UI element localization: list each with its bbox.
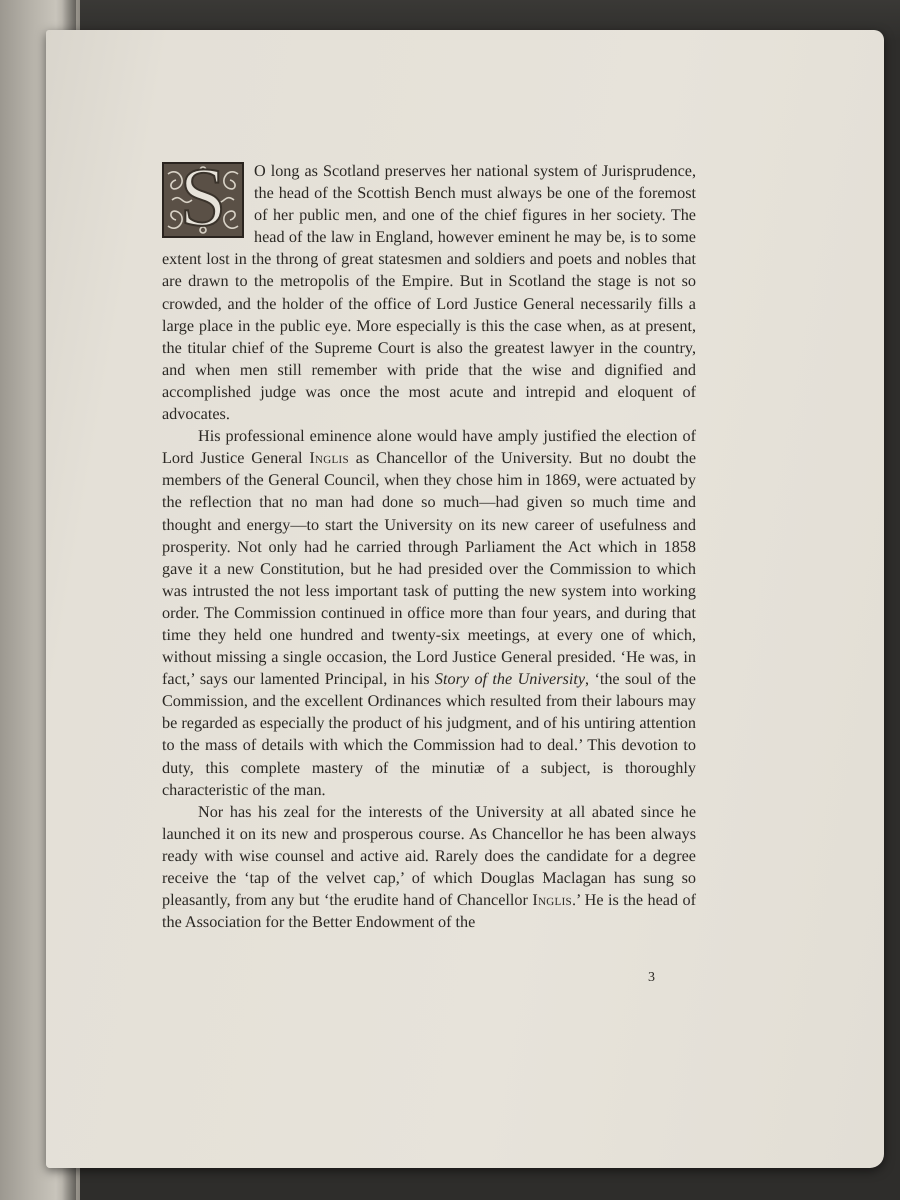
paragraph-3-part-b: .’ He is the head of the Association for the Better Endowment of the [162,891,696,932]
body-text [162,151,697,933]
paragraph-3 [162,801,696,934]
name-inglis: Inglis [309,449,349,468]
paragraph-2-part-a: His professional eminence alone would have amply justified the election of Lord Justice General [162,427,696,468]
name-inglis: Inglis [532,891,572,910]
page-number: 3 [648,970,655,985]
drop-cap-letter: S [179,151,227,244]
book-title: Story of the University [434,670,586,689]
paragraph-3-part-a: Nor has his zeal for the interests of the University at all abated since he launched it on its new and prosperous course. As Chancellor he has been always ready with wise counsel and active aid. Rarely does the candidate for a degree receive the ‘tap of the velvet cap,’ of which Douglas Maclagan has sung so pleasantly, from any but ‘the erudite hand of Chancellor [162,802,696,910]
drop-cap [162,151,244,244]
paragraph-2-part-c: , ‘the soul of the Commission, and the excellent Ordinances which resulted from their labours may be regarded as especially the product of his judgment, and of his untiring attention to the mass of details with which the Commission had to deal.’ This devotion to duty, this complete mastery of the minutiæ of a subject, is thoroughly characteristic of the man. [162,670,696,799]
paragraph-1 [162,151,696,425]
paragraph-2-part-b: as Chancellor of the University. But no doubt the members of the General Council, when they chose him in 1869, were actuated by the reflection that no man had done so much—had given so much time and thought and energy—to start the University on its new career of usefulness and prosperity. Not only had he carried through Parliament the Act which in 1858 gave it a new Constitution, but he had presided over the Commission to which was intrusted the not less important task of putting the new system into working order. The Commission continued in office more than four years, and during that time they held one hundred and twenty-six meetings, at every one of which, without missing a single occasion, the Lord Justice General presided. ‘He was, in fact,’ says our lamented Principal, in his [162,449,697,689]
paragraph-1-text: O long as Scotland preserves her national system of Jurisprudence, the head of the Scottish Bench must always be one of the foremost of her public men, and one of the chief figures in her society. The head of the law in England, however eminent he may be, is to some extent lost in the throng of great statesmen and soldiers and poets and nobles that are drawn to the metropolis of the Empire. But in Scotland the stage is not so crowded, and the holder of the office of Lord Justice General necessarily fills a large place in the public eye. More especially is this the case when, as at present, the titular chief of the Supreme Court is also the greatest lawyer in the country, and when men still remember with pride that the wise and dignified and accomplished judge was once the most acute and intrepid and eloquent of advocates. [162,162,696,424]
paragraph-2 [162,425,696,801]
